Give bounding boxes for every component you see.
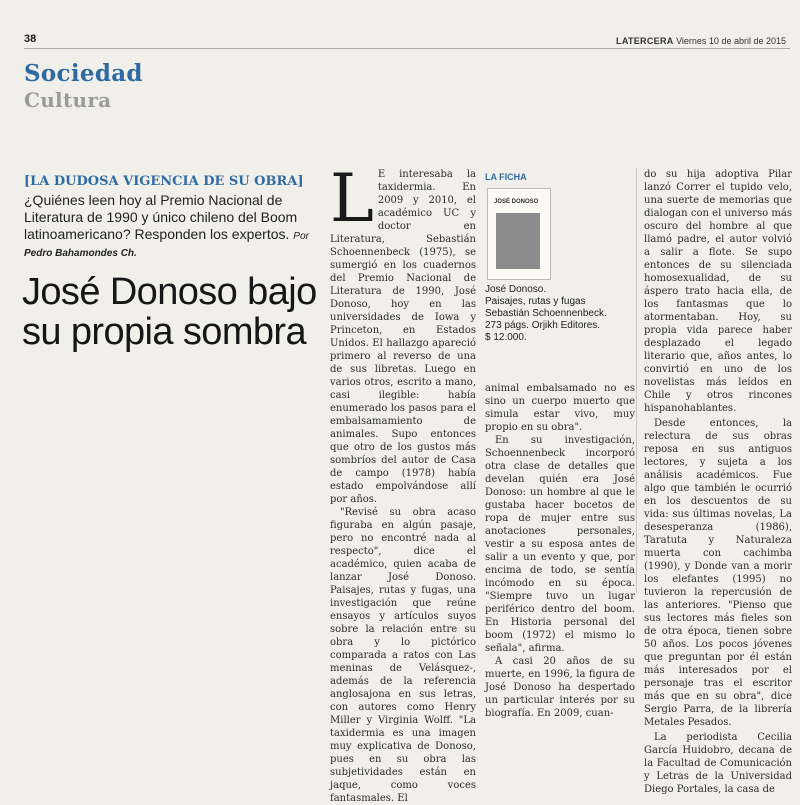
book-cover-title: JOSÉ DONOSO bbox=[494, 199, 539, 205]
paragraph: Desde entonces, la relectura de sus obras reposa en sus antiguos lectores, y sujeta a los análisis académicos. Fue algo que también le ocurrió en los descuentos de su vida: sus últimas novelas, La desesperanza (1986), Taratuta y Naturaleza muerta con cachimba (1990), y Donde van a morir los elefantes (1995) no tuvieron la repercusión de las anteriores. "Pienso que sus lectores más fieles son de otra época, tienen sobre 50 años. Los pocos jóvenes que preguntan por él están más interesados por el personaje tras el escritor más que en su obra", dice Sergio Parra, de la librería Metales Pesados. bbox=[644, 418, 792, 728]
issue-date: Viernes 10 de abril de 2015 bbox=[676, 36, 786, 46]
paragraph: E interesaba la taxidermia. En 2009 y 2010, el académico UC y doctor en Literatura, Sebastián Schoennenbeck (1975), se sumergió en los cuadernos del Premio Nacional de Literatura de 1990, José Donoso, hoy en las universidades de Iowa y Princeton, en Estados Unidos. El hallazgo apareció primero al reverso de una de sus libretas. Luego en varios otros, escrito a mano, casi ilegible: había enumerado los pasos para el embalsamamiento de animales. Supo entonces que otro de los gustos más sombríos del autor de Casa de campo (1978) había estado empolvándose allí por años. bbox=[330, 169, 476, 505]
book-cover-illustration bbox=[496, 213, 540, 269]
article-dek bbox=[24, 192, 314, 260]
article-column-3 bbox=[644, 168, 792, 796]
book-price: $ 12.000. bbox=[485, 332, 527, 343]
paragraph: A casi 20 años de su muerte, en 1996, la figura de José Donoso ha despertado un particular interés por su biografía. En 2009, cuan- bbox=[485, 656, 635, 719]
book-info bbox=[485, 284, 635, 344]
article-headline: José Donoso bajo su propia sombra bbox=[22, 271, 317, 353]
dek-text: ¿Quiénes leen hoy al Premio Nacional de Literatura de 1990 y único chileno del Boom latinoamericano? Responden los expertos. bbox=[24, 192, 298, 242]
book-author: Sebastián Schoennenbeck. bbox=[485, 308, 607, 319]
article-column-2 bbox=[485, 382, 635, 720]
page-number: 38 bbox=[24, 33, 37, 45]
masthead bbox=[616, 36, 786, 46]
byline-name: Pedro Bahamondes Ch. bbox=[24, 248, 137, 259]
paragraph: animal embalsamado no es sino un cuerpo muerto que simula estar vivo, muy propio en su obra". bbox=[485, 383, 635, 433]
paragraph: do su hija adoptiva Pilar lanzó Correr el tupido velo, una suerte de memorias que dialogan con el universo más oscuro del hombre al que llamó padre, el autor volvió a salir a flote. Se supo entonces de su silenciada homosexualidad, de su áspero trato hacia ella, de los fantasmas que lo atormentaban. Hoy, su propia vida parece haber desplazado el legado literario que, años antes, lo convirtió en uno de los novelistas más leídos en Chile y otros rincones hispanohablantes. bbox=[644, 169, 792, 414]
article-kicker: [LA DUDOSA VIGENCIA DE SU OBRA] bbox=[24, 174, 304, 189]
header-rule bbox=[24, 48, 790, 49]
book-title: José Donoso. bbox=[485, 284, 547, 295]
ficha-label: LA FICHA bbox=[485, 172, 527, 182]
article-column-1 bbox=[330, 160, 476, 805]
paragraph: "Revisé su obra acaso figuraba en algún pasaje, pero no encontré nada al respecto", dice el académico, quien acaba de lanzar José Donoso. Paisajes, rutas y fugas, una investigación que reúne ensayos y artículos suyos sobre la relación entre su obra y lo pictórico comparada a ratos con Las meninas de Velásquez-, además de la referencia anglosajona en sus letras, con autores como Henry Miller y Virginia Wolff. "La taxidermia es una imagen muy explicativa de Donoso, pues en su obra las subjetividades están en jaque, como voces fantasmales. El bbox=[330, 507, 476, 804]
subsection-title: Cultura bbox=[24, 88, 112, 112]
byline-prefix: Por bbox=[293, 231, 309, 242]
column-divider bbox=[636, 168, 637, 593]
book-cover-image bbox=[487, 188, 551, 280]
paragraph: En su investigación, Schoennenbeck incorporó otra clase de detalles que develan quién era José Donoso: un hombre al que le gustaba hacer bocetos de ropa de mujer entre sus anotaciones personales, vestir a su esposa antes de salir a un evento y que, por encima de todo, se sentía incómodo en su época. "Siempre tuvo un lugar periférico dentro del boom. En Historia personal del boom (1972) el mismo lo señala", afirma. bbox=[485, 435, 635, 654]
drop-cap: L bbox=[330, 160, 374, 237]
newspaper-name: LATERCERA bbox=[616, 36, 674, 46]
book-subtitle: Paisajes, rutas y fugas bbox=[485, 296, 586, 307]
book-pages-publisher: 273 págs. Orjikh Editores. bbox=[485, 320, 601, 331]
paragraph: La periodista Cecilia García Huidobro, decana de la Facultad de Comunicación y Letras de la Universidad Diego Portales, la casa de bbox=[644, 732, 792, 795]
section-title: Sociedad bbox=[24, 60, 143, 87]
